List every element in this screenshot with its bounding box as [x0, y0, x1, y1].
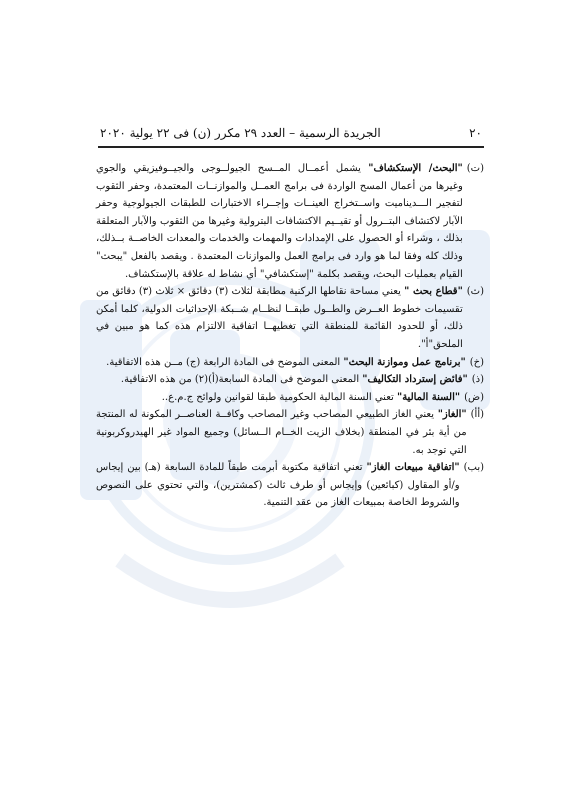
defined-term: "البحث/ الإستكشاف"	[368, 163, 463, 174]
definition-text: يشمل أعمــال المــسح الجيولــوجى والجيــوفيزيقي والجوي وغيرها من أعمال المسح الواردة فى برامج العمــل والموازنــات المعتمدة، وحفر الثقوب لتفجير الـــديناميت واســتخراج العينــات وإجــراء الاختبارات للطبقات الجيولوجية وحفر الآبار لاكتشاف البتــرول أو تقيــيم الاكتشافات البترولية وغيرها من الثقوب والآبار المتعلقة بذلك ، وشراء أو الحصول على الإمدادات والمهمات والخدمات والمعدات الخاصــة بــذلك، وذلك كله وفقا لما هو وارد فى برامج العمل والموازنات المعتمدة . ويقصد بالفعل "يبحث" القيام بعمليات البحث، ويقصد بكلمة "إستكشافي" أي نشاط له علاقة بالإستكشاف.	[96, 163, 463, 280]
page-number: ٢٠	[469, 126, 482, 140]
item-label: (ث)	[466, 286, 484, 298]
definition-item	[96, 160, 484, 283]
definition-text: تعني السنة المالية الحكومية طبقا لقوانين ولوائح ج.م.ع..	[161, 391, 397, 403]
item-label: (ت)	[466, 163, 484, 174]
defined-term: "السنة المالية"	[396, 391, 461, 403]
item-label: (خ)	[469, 356, 484, 368]
item-label: (بب)	[463, 462, 484, 474]
definition-item	[96, 459, 484, 512]
definition-text: المعنى الموضح فى المادة الرابعة (ج) مــن هذه الاتفاقية.	[106, 356, 344, 368]
definition-item	[96, 389, 484, 407]
gazette-title: الجريدة الرسمية – العدد ٢٩ مكرر (ن) فى ٢٢ يولية ٢٠٢٠	[100, 126, 381, 140]
definition-text: تعني اتفاقية مكتوبة أبرمت طبقاً للمادة السابعة (هـ) بين إيجاس و/أو المقاول (كبائعين) وإيجاس أو طرف ثالث (كمشترين)، والتي تحتوي على النصوص والشروط الخاصة بمبيعات الغاز من عقد التنمية.	[96, 462, 460, 509]
definition-text: يعني مساحة نقاطها الركنية مطابقة لثلاث (٣) دقائق × ثلاث (٣) دقائق من تقسيمات خطوط العــرض والطــول طبقــا لنظــام شــبكة الإحداثيات الدولية، كلما أمكن ذلك، أو للحدود القائمة للمنطقة التي تغطيهــا اتفاقية الالتزام هذه كما هو مبين في الملحق"أ".	[96, 286, 463, 350]
definition-item	[96, 283, 484, 353]
defined-term: "اتفاقية مبيعات الغاز"	[366, 462, 460, 474]
item-label: (أأ)	[470, 409, 484, 421]
defined-term: "برنامج عمل وموازنة البحث"	[343, 356, 466, 368]
defined-term: "قطاع بحث "	[404, 286, 463, 298]
header-divider	[98, 146, 484, 148]
item-label: (ض)	[464, 391, 484, 403]
item-label: (ذ)	[471, 374, 484, 386]
page-header	[100, 123, 482, 143]
defined-term: "فائض إسترداد التكاليف"	[362, 374, 468, 386]
definition-item	[96, 406, 484, 459]
definition-text: المعنى الموضح فى المادة السابعة(أ)(٢) من هذه الاتفاقية.	[120, 374, 363, 386]
defined-term: "الغاز"	[437, 409, 467, 421]
definition-text: يعني الغاز الطبيعي المصاحب وغير المصاحب وكافــة العناصــر المكونة له المنتجة من أية بئر في المنطقة (بخلاف الزيت الخــام الــسائل) وجميع المواد غير الهيدروكربونية التي توجد به.	[96, 409, 467, 456]
document-body	[96, 160, 484, 512]
definition-item	[96, 354, 484, 372]
definition-item	[96, 371, 484, 389]
